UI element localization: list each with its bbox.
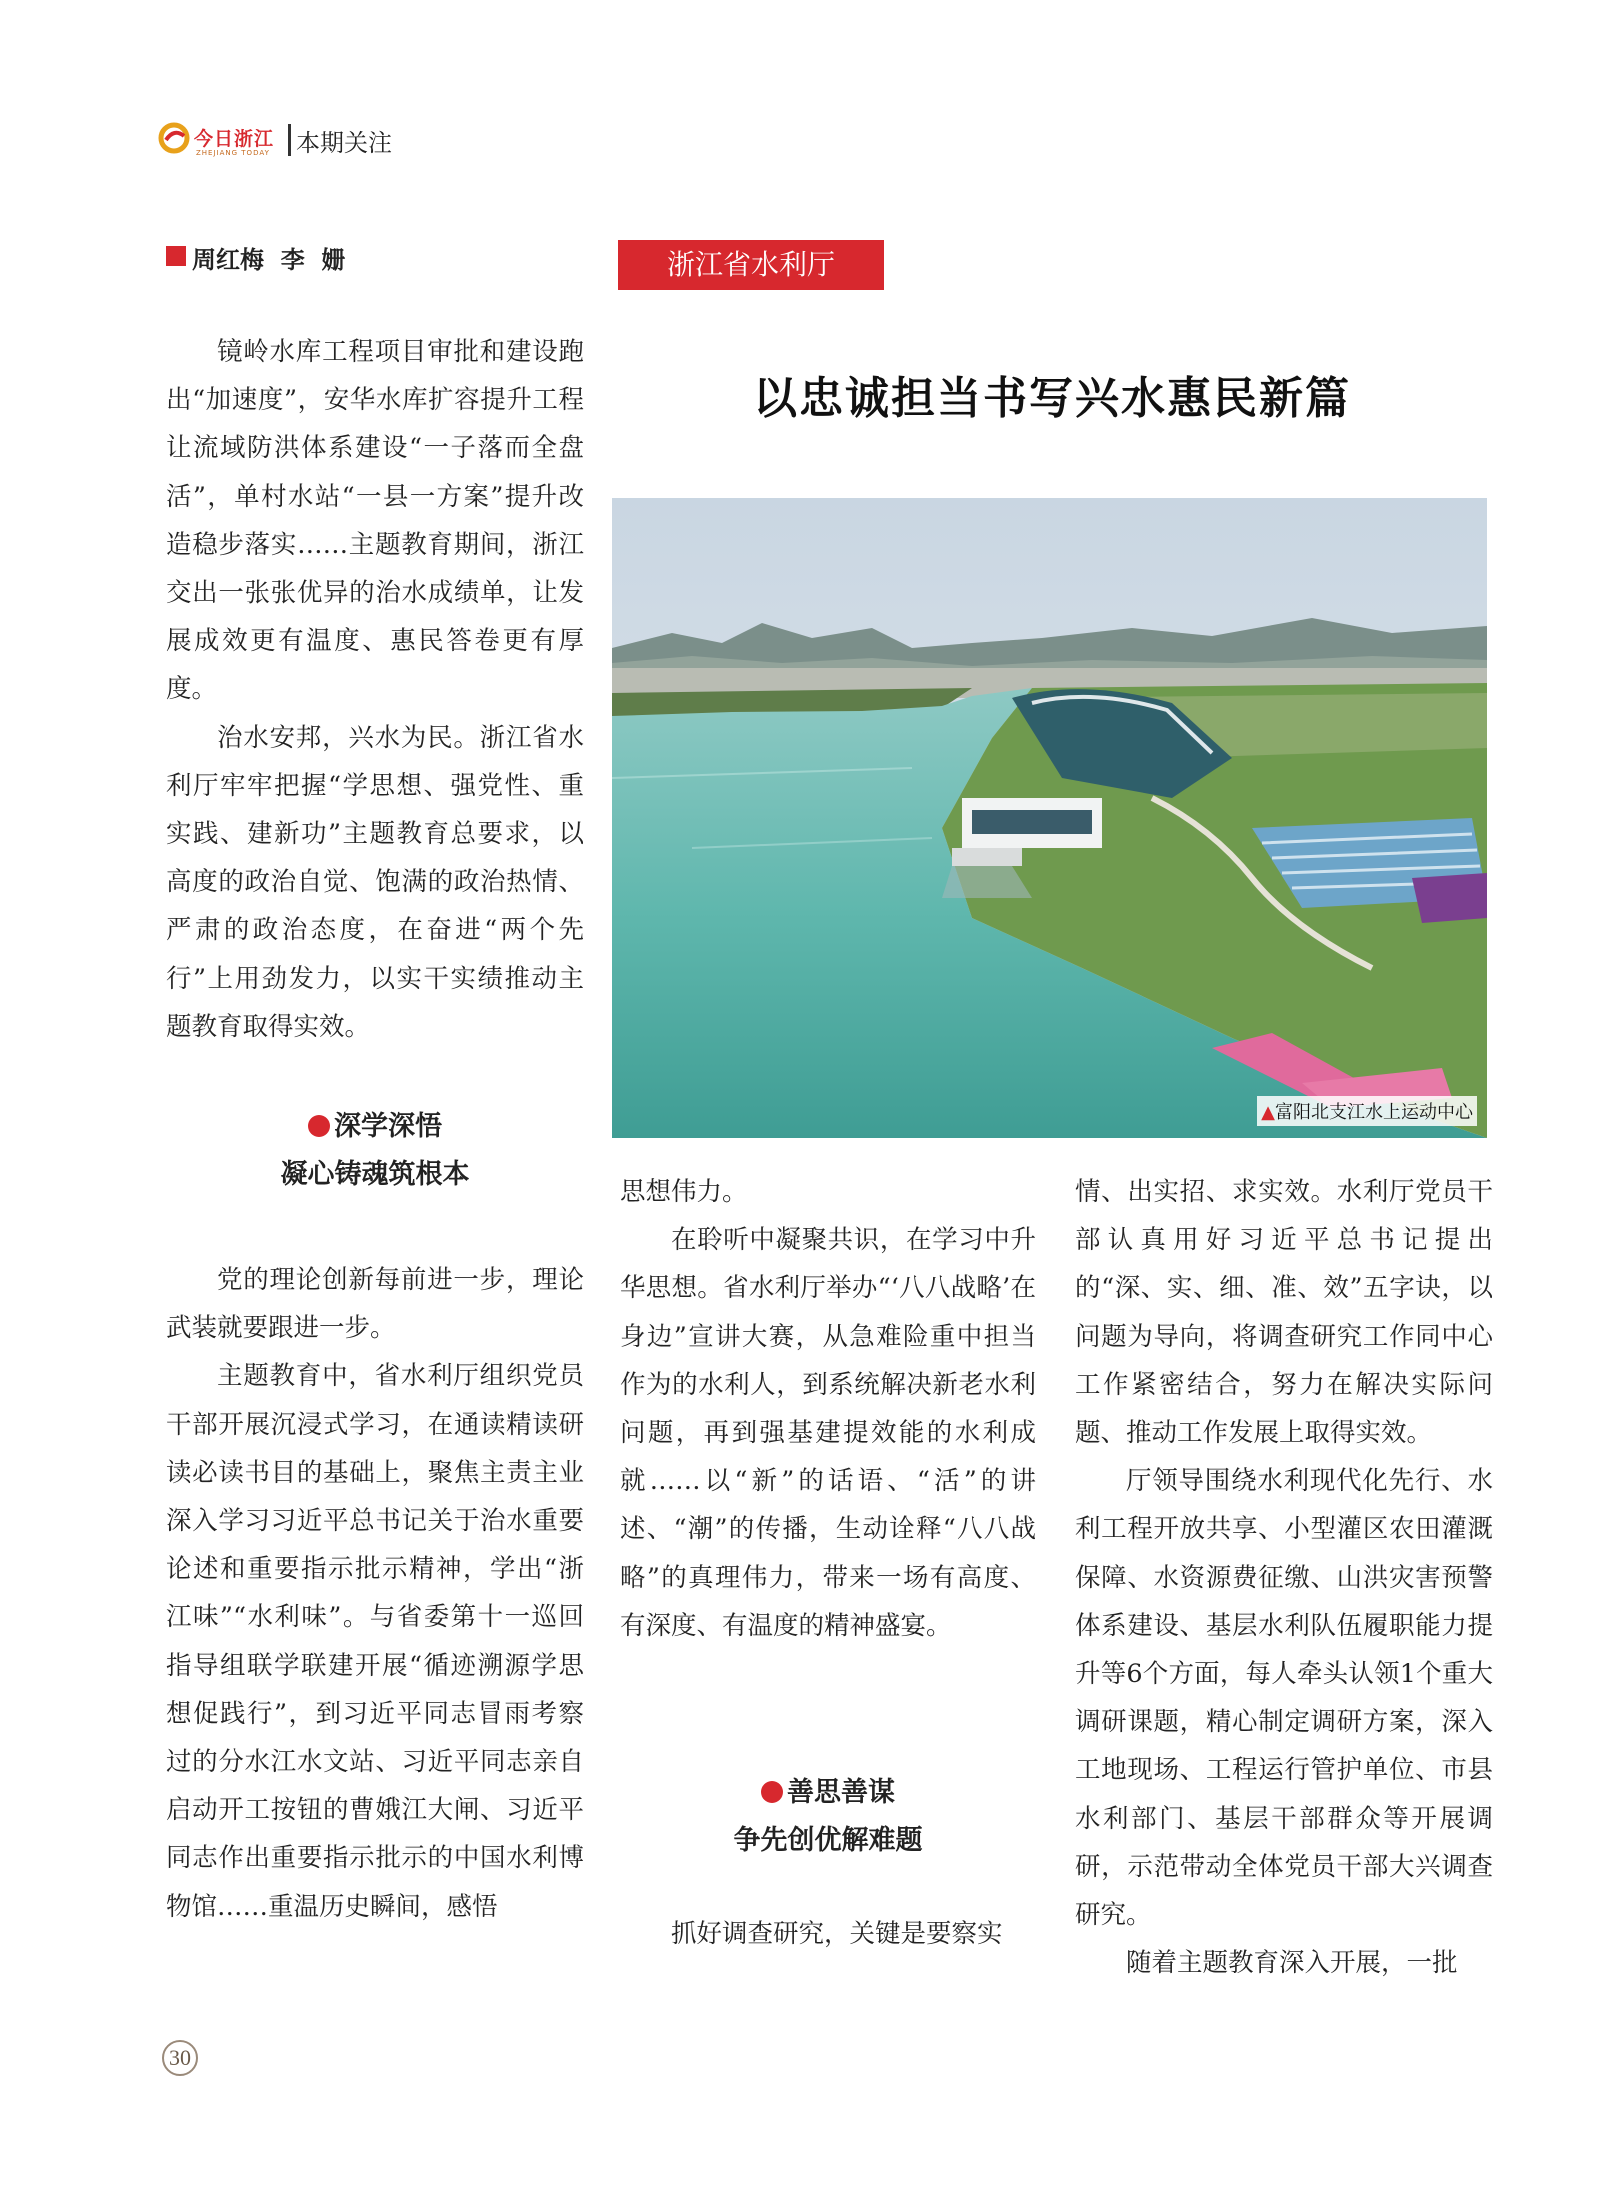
section-heading-2 — [620, 1770, 1036, 1866]
paragraph: 治水安邦，兴水为民。浙江省水利厅牢牢把握“学思想、强党性、重实践、建新功”主题教育总要求，以高度的政治自觉、饱满的政治热情、严肃的政治态度，在奋进“两个先行”上用劲发力，以实干实绩推动主题教育取得实效。 — [166, 722, 584, 1042]
caption-triangle-icon: ▲ — [1261, 1102, 1275, 1123]
section-heading-subtitle: 凝心铸魂筑根本 — [280, 1159, 470, 1190]
paragraph: 党的理论创新每前进一步，理论武装就要跟进一步。 — [166, 1265, 584, 1344]
paragraph: 在聆听中凝聚共识，在学习中升华思想。省水利厅举办“‘八八战略’在身边”宣讲大赛，从急难险重中担当作为的水利人，到系统解决新老水利问题，再到强基建提效能的水利成就……以“新”的话语、“活”的讲述、“潮”的传播，生动诠释“八八战略”的真理伟力，带来一场有高度、有深度、有温度的精神盛宴。 — [620, 1225, 1036, 1641]
red-dot-icon — [308, 1115, 330, 1137]
paragraph: 镜岭水库工程项目审批和建设跑出“加速度”，安华水库扩容提升工程让流域防洪体系建设“一子落而全盘活”，单村水站“一县一方案”提升改造稳步落实……主题教育期间，浙江交出一张张优异的治水成绩单，让发展成效更有温度、惠民答卷更有厚度。 — [166, 337, 584, 705]
paragraph: 抓好调查研究，关键是要察实 — [671, 1919, 1003, 1949]
column-1-body — [166, 1256, 584, 1931]
article-photo — [612, 498, 1487, 1138]
column-2-body — [620, 1168, 1036, 1650]
red-dot-icon — [761, 1781, 783, 1803]
column-1-intro — [166, 328, 584, 1051]
author-byline: 周红梅 李 姗 — [192, 246, 346, 274]
article-title: 以忠诚担当书写兴水惠民新篇 — [753, 373, 1351, 424]
photo-caption — [1257, 1096, 1477, 1126]
section-label: 本期关注 — [296, 129, 392, 157]
header-divider — [288, 124, 291, 156]
section-heading-subtitle: 争先创优解难题 — [733, 1825, 923, 1856]
magazine-logo-subtext: ZHEJIANG TODAY — [196, 149, 270, 157]
author-marker — [166, 246, 186, 266]
magazine-logo-icon — [158, 122, 190, 154]
column-3-body — [1075, 1168, 1493, 1987]
paragraph: 厅领导围绕水利现代化先行、水利工程开放共享、小型灌区农田灌溉保障、水资源费征缴、山洪灾害预警体系建设、基层水利队伍履职能力提升等6个方面，每人牵头认领1个重大调研课题，精心制定调研方案，深入工地现场、工程运行管护单位、市县水利部门、基层干部群众等开展调研，示范带动全体党员干部大兴调查研究。 — [1075, 1466, 1493, 1931]
column-2-bottom — [620, 1910, 1036, 1958]
magazine-logo-text: 今日浙江 — [194, 128, 275, 150]
page-number: 30 — [162, 2040, 198, 2076]
paragraph-continuation: 思想伟力。 — [620, 1177, 748, 1207]
paragraph: 主题教育中，省水利厅组织党员干部开展沉浸式学习，在通读精读研读必读书目的基础上，聚焦主责主业深入学习习近平总书记关于治水重要论述和重要指示批示精神，学出“浙江味”“水利味”。与省委第十一巡回指导组联学联建开展“循迹溯源学思想促践行”，到习近平同志冒雨考察过的分水江水文站、习近平同志亲自启动开工按钮的曹娥江大闸、习近平同志作出重要指示批示的中国水利博物馆……重温历史瞬间，感悟 — [166, 1361, 584, 1922]
aerial-photo-illustration — [612, 498, 1487, 1138]
organization-tag: 浙江省水利厅 — [618, 240, 884, 290]
caption-text: 富阳北支江水上运动中心 — [1275, 1102, 1473, 1123]
section-heading-title: 深学深悟 — [334, 1111, 442, 1142]
paragraph: 随着主题教育深入开展，一批 — [1126, 1948, 1458, 1979]
section-heading-1 — [166, 1104, 584, 1200]
paragraph-continuation: 情、出实招、求实效。水利厅党员干部认真用好习近平总书记提出的“深、实、细、准、效”五字诀，以问题为导向，将调查研究工作同中心工作紧密结合，努力在解决实际问题、推动工作发展上取得实效。 — [1075, 1177, 1493, 1449]
section-heading-title: 善思善谋 — [787, 1777, 895, 1808]
